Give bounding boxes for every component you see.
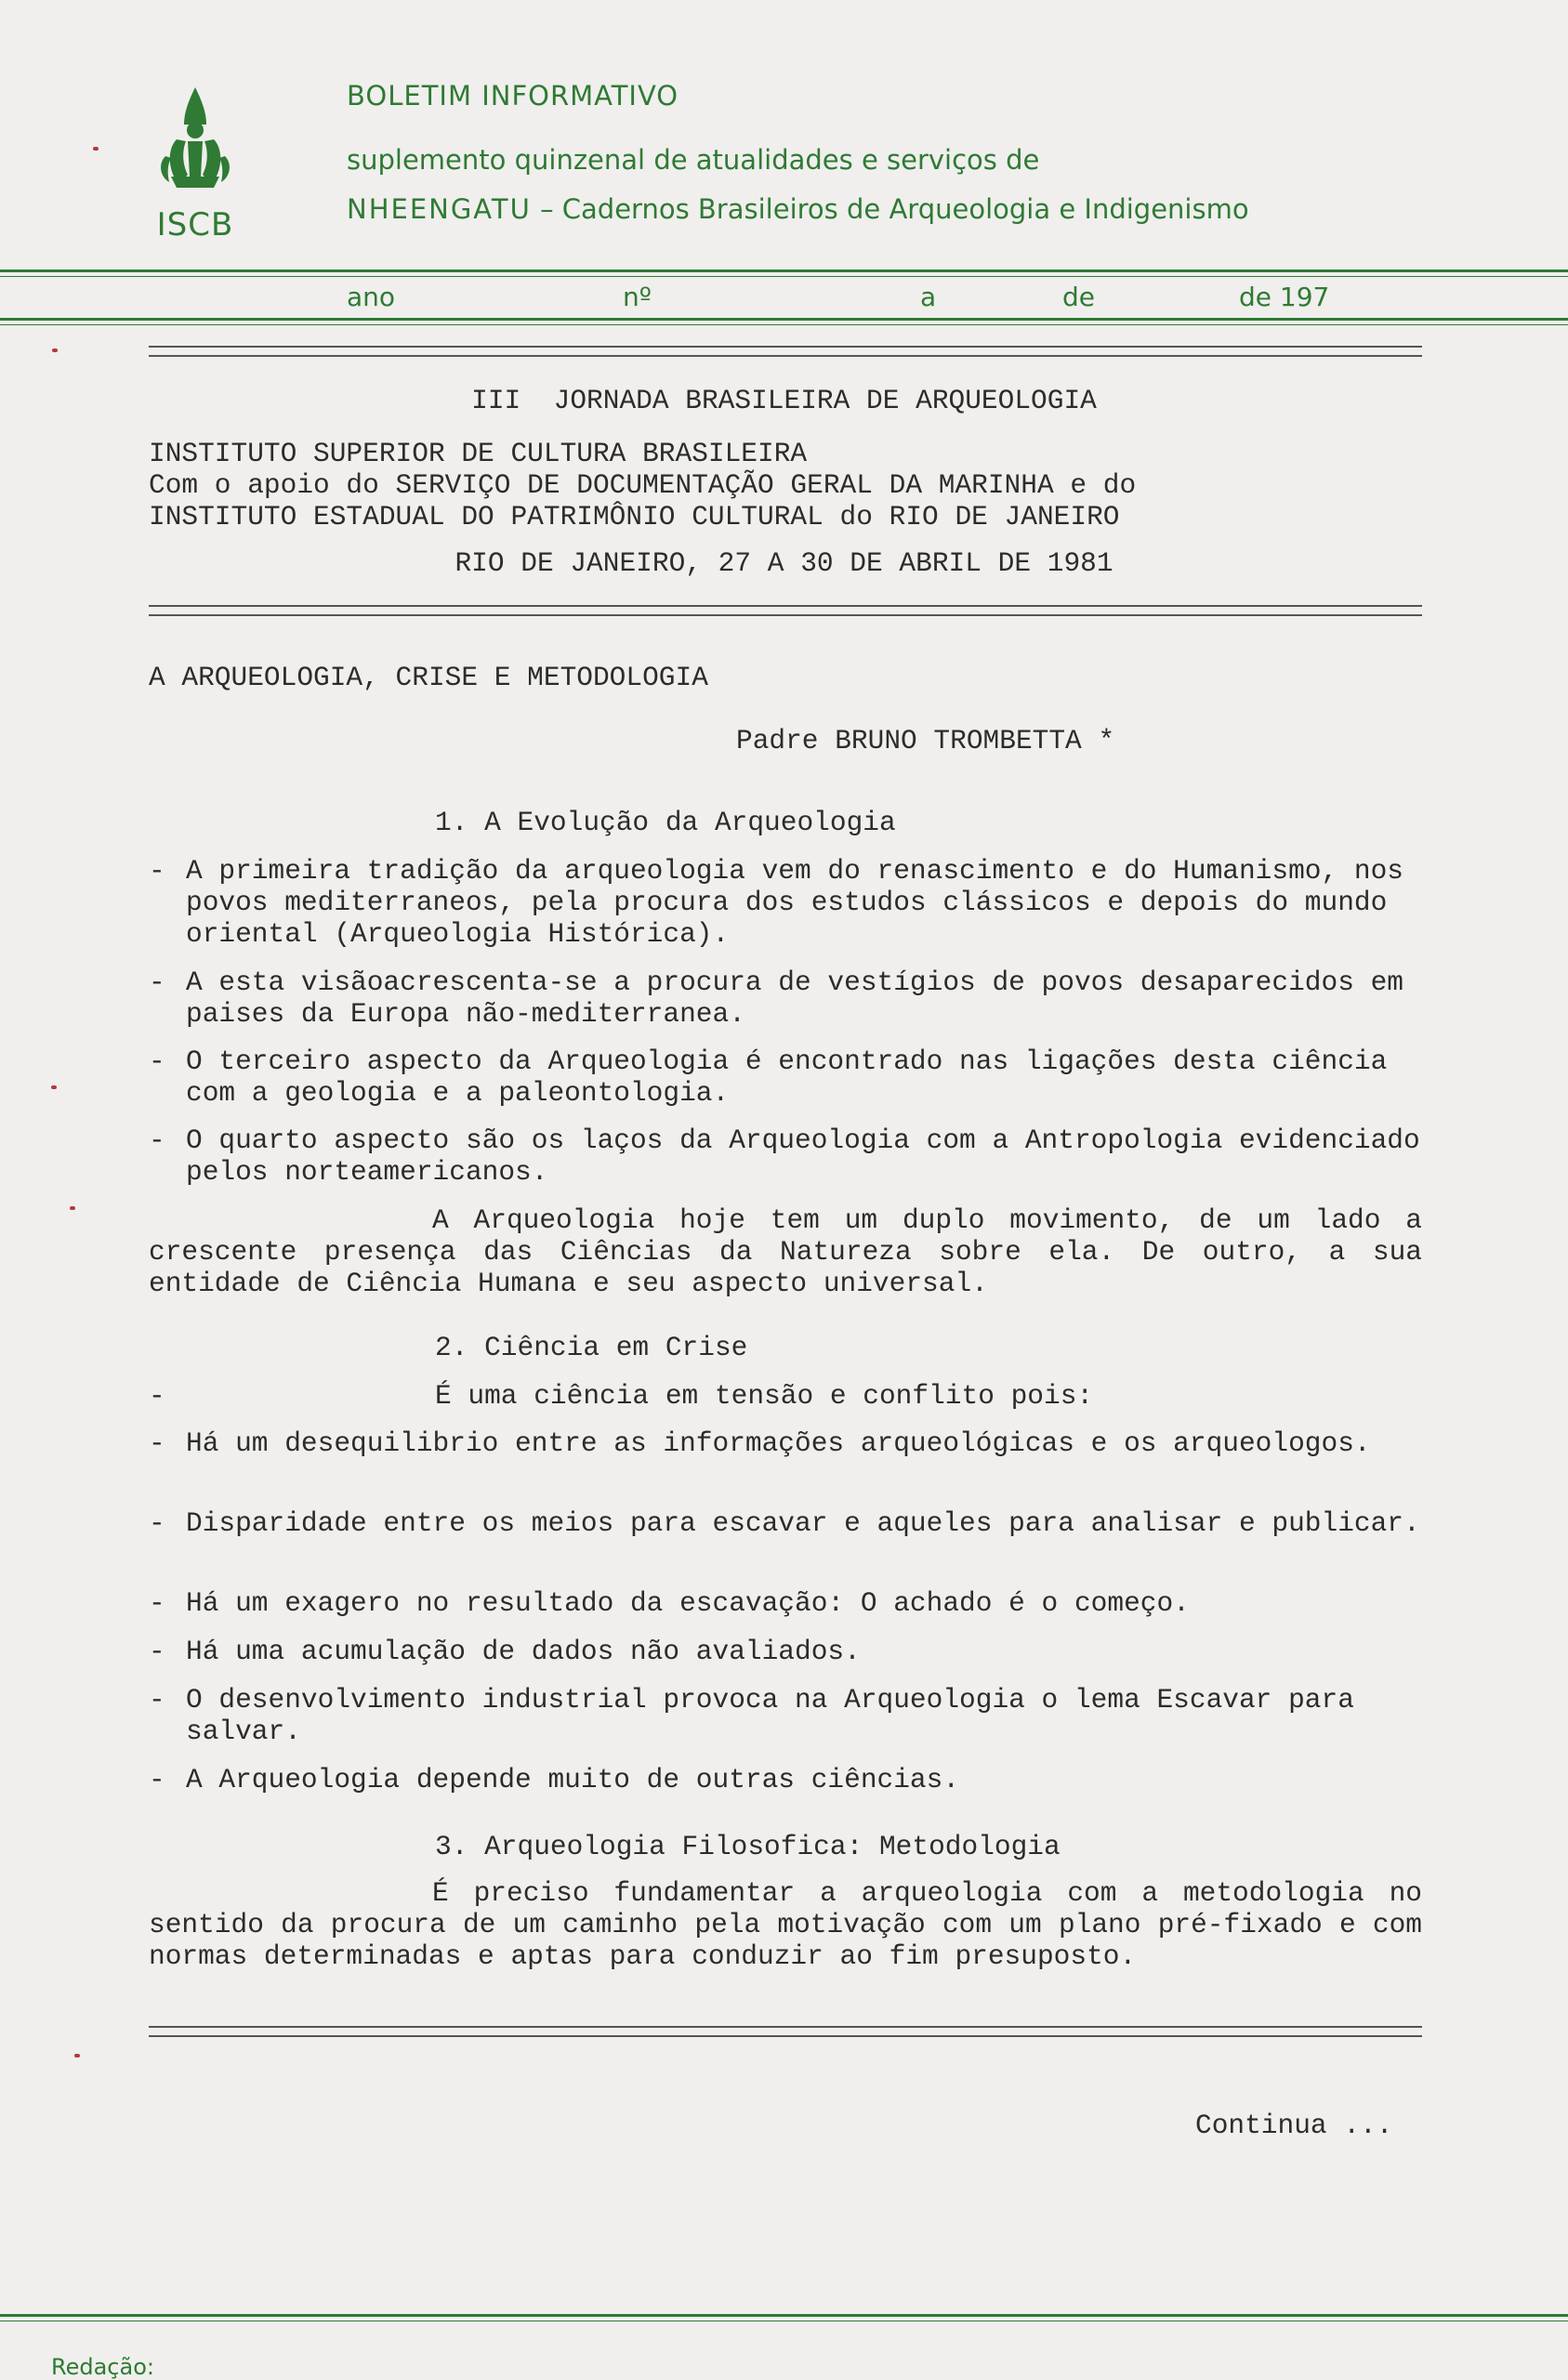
separator-line: [149, 346, 1422, 357]
date-field-numero: nº: [623, 282, 652, 312]
article-title: A ARQUEOLOGIA, CRISE E METODOLOGIA: [149, 662, 708, 693]
margin-mark: [74, 2054, 80, 2058]
iscb-emblem-icon: [139, 84, 251, 204]
section-heading: 3. Arqueologia Filosofica: Metodologia: [435, 1831, 1061, 1862]
section-heading: 2. Ciência em Crise: [435, 1332, 748, 1363]
bullet-dash: -: [149, 1764, 165, 1795]
margin-mark: [52, 348, 58, 352]
journal-name: NHEENGATU: [347, 193, 532, 225]
bullet-dash: -: [149, 1636, 165, 1667]
date-field-de: de: [1062, 282, 1095, 312]
section-intro: É uma ciência em tensão e conflito pois:: [435, 1380, 1094, 1412]
separator-line: [149, 2026, 1422, 2037]
article-author: Padre BRUNO TROMBETTA *: [736, 725, 1115, 756]
event-support: Com o apoio do SERVIÇO DE DOCUMENTAÇÃO GERAL DA MARINHA e do: [149, 469, 1137, 501]
paragraph: A Arqueologia hoje tem um duplo movimento, de um lado a crescente presença das Ciências da Natureza sobre ela. De outro, a sua entidade de Ciência Humana e seu aspecto universal.: [149, 1204, 1422, 1299]
header-rule-top-thin: [0, 276, 1568, 277]
margin-mark: [93, 147, 99, 151]
list-item: A primeira tradição da arqueologia vem do renascimento e do Humanismo, nos povos mediterraneos, pela procura dos estudos clássicos e depois do mundo oriental (Arqueologia Histórica).: [186, 855, 1404, 950]
bullet-dash: -: [149, 1124, 165, 1156]
event-title: III JORNADA BRASILEIRA DE ARQUEOLOGIA: [471, 385, 1097, 416]
margin-mark: [70, 1206, 75, 1210]
event-institute: INSTITUTO SUPERIOR DE CULTURA BRASILEIRA: [149, 438, 808, 469]
footer-label: Redação:: [51, 2354, 154, 2380]
list-item: A Arqueologia depende muito de outras ciências.: [186, 1764, 960, 1795]
list-item: A esta visãoacrescenta-se a procura de vestígios de povos desaparecidos em paises da Europa não-mediterranea.: [186, 966, 1404, 1030]
header-rule-bottom-thin: [0, 324, 1568, 325]
list-item: O desenvolvimento industrial provoca na Arqueologia o lema Escavar para salvar.: [186, 1684, 1354, 1747]
date-field-ano: ano: [347, 282, 396, 312]
bullet-dash: -: [149, 966, 165, 998]
bullet-dash: -: [149, 1684, 165, 1716]
date-field-a: a: [920, 282, 937, 312]
section-heading: 1. A Evolução da Arqueologia: [435, 807, 896, 838]
list-item: Há uma acumulação de dados não avaliados.: [186, 1636, 861, 1667]
iscb-logo: [139, 84, 251, 242]
header-rule-bottom: [0, 318, 1568, 321]
list-item: Há um exagero no resultado da escavação: O achado é o começo.: [186, 1587, 1190, 1619]
bulletin-subtitle: suplemento quinzenal de atualidades e serviços de: [347, 144, 1040, 176]
logo-text: ISCB: [156, 206, 234, 243]
event-place-date: RIO DE JANEIRO, 27 A 30 DE ABRIL DE 1981: [455, 547, 1113, 579]
list-item: O terceiro aspecto da Arqueologia é encontrado nas ligações desta ciência com a geologia e a paleontologia.: [186, 1045, 1388, 1109]
margin-mark: [51, 1085, 57, 1089]
footer-rule: [0, 2314, 1568, 2317]
list-item: O quarto aspecto são os laços da Arqueologia com a Antropologia evidenciado pelos norteamericanos.: [186, 1124, 1420, 1188]
bullet-dash: -: [149, 1380, 165, 1412]
header-rule-top: [0, 270, 1568, 272]
bullet-dash: -: [149, 1427, 165, 1459]
bullet-dash: -: [149, 1507, 165, 1539]
bullet-dash: -: [149, 855, 165, 887]
event-institute-state: INSTITUTO ESTADUAL DO PATRIMÔNIO CULTURAL do RIO DE JANEIRO: [149, 501, 1120, 533]
date-field-year: de 197: [1239, 282, 1330, 312]
list-item: Disparidade entre os meios para escavar e aqueles para analisar e publicar.: [186, 1507, 1420, 1539]
bullet-dash: -: [149, 1045, 165, 1077]
bullet-dash: -: [149, 1587, 165, 1619]
bulletin-title: BOLETIM INFORMATIVO: [347, 80, 679, 112]
paragraph: É preciso fundamentar a arqueologia com a metodologia no sentido da procura de um caminho pela motivação com um plano pré-fixado e com normas determinadas e aptas para conduzir ao fim presuposto.: [149, 1877, 1422, 1972]
journal-line: [347, 193, 1249, 225]
journal-description: – Cadernos Brasileiros de Arqueologia e Indigenismo: [540, 193, 1249, 225]
list-item: Há um desequilibrio entre as informações arqueológicas e os arqueologos.: [186, 1427, 1371, 1459]
continued-note: Continua ...: [1195, 2110, 1393, 2141]
separator-line: [149, 605, 1422, 616]
